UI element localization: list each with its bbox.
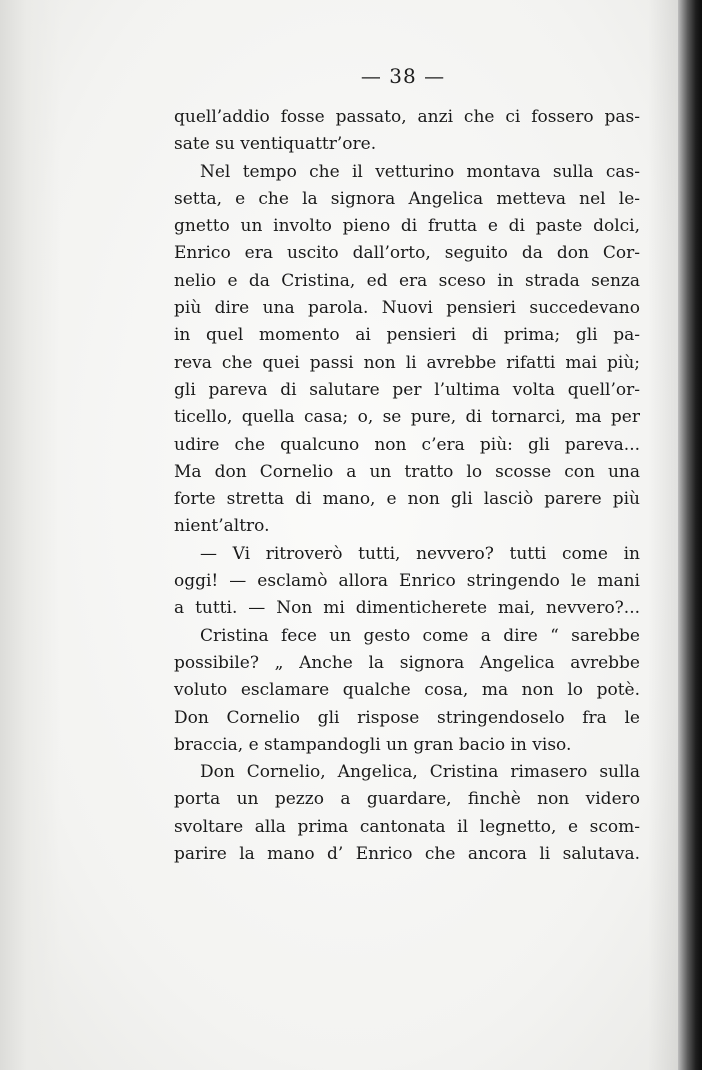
text-line: reva che quei passi non li avrebbe rifatti mai più; [174, 352, 640, 373]
text-line: Don Cornelio, Angelica, Cristina rimasero sulla [200, 762, 640, 783]
text-line: Ma don Cornelio a un tratto lo scosse con una [174, 461, 640, 482]
text-line: braccia, e stampandogli un gran bacio in viso. [174, 734, 572, 755]
text-line: possibile? „ Anche la signora Angelica avrebbe [174, 652, 640, 673]
text-line: porta un pezzo a guardare, finchè non videro [174, 789, 640, 810]
page-edge-shade [648, 0, 678, 1070]
book-edge [678, 0, 702, 1070]
text-line: Cristina fece un gesto come a dire “ sarebbe [200, 625, 640, 646]
text-line: a tutti. — Non mi dimenticherete mai, nevvero?... [174, 598, 640, 619]
body-text [174, 104, 640, 868]
text-line: nient’altro. [174, 516, 270, 537]
text-line: — Vi ritroverò tutti, nevvero? tutti come in [200, 543, 640, 564]
text-line: ticello, quella casa; o, se pure, di tornarci, ma per [174, 407, 640, 428]
text-line: parire la mano d’ Enrico che ancora li salutava. [174, 844, 640, 865]
text-line: sate su ventiquattr’ore. [174, 134, 377, 155]
text-line: gnetto un involto pieno di frutta e di paste dolci, [174, 216, 640, 237]
text-line: quell’addio fosse passato, anzi che ci fossero pas- [174, 107, 640, 127]
text-line: udire che qualcuno non c’era più: gli pareva... [174, 434, 640, 455]
text-line: più dire una parola. Nuovi pensieri succedevano [174, 298, 640, 319]
text-line: gli pareva di salutare per l’ultima volta quell’or- [174, 379, 640, 400]
page-gutter-shadow [0, 0, 60, 1070]
text-line: nelio e da Cristina, ed era sceso in strada senza [174, 270, 640, 291]
text-line: Don Cornelio gli rispose stringendoselo fra le [174, 707, 640, 728]
text-line: forte stretta di mano, e non gli lasciò parere più [174, 489, 640, 510]
text-line: oggi! — esclamò allora Enrico stringendo le mani [174, 571, 640, 592]
text-line: setta, e che la signora Angelica metteva nel le- [174, 188, 640, 209]
text-line: voluto esclamare qualche cosa, ma non lo potè. [174, 680, 640, 701]
text-line: Enrico era uscito dall’orto, seguito da don Cor- [174, 243, 640, 264]
text-line: Nel tempo che il vetturino montava sulla cas- [200, 161, 640, 182]
page-number: — 38 — [360, 64, 446, 88]
text-line: svoltare alla prima cantonata il legnetto, e scom- [174, 816, 640, 837]
text-line: in quel momento ai pensieri di prima; gli pa- [174, 325, 640, 346]
